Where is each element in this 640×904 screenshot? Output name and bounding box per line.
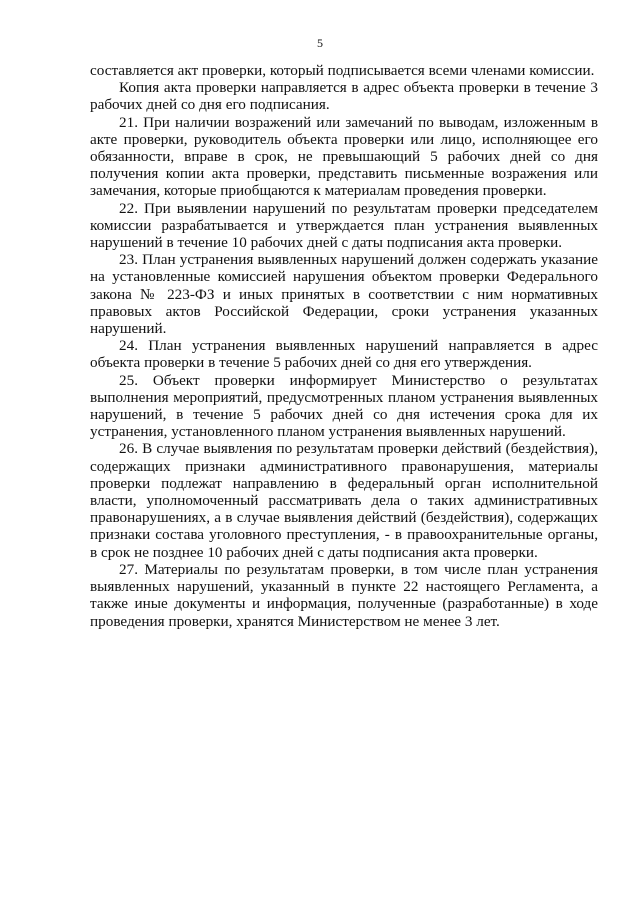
paragraph-continuation: составляется акт проверки, который подписывается всеми членами комиссии. <box>90 62 595 79</box>
document-body <box>90 62 598 630</box>
paragraph-27: 27. Материалы по результатам проверки, в том числе план устранения выявленных нарушений, указанный в пункте 22 настоящего Регламента, а также иные документы и информация, полученные (разработанные) в ходе проведения проверки, хранятся Министерством не менее 3 лет. <box>90 560 598 630</box>
paragraph-22: 22. При выявлении нарушений по результатам проверки председателем комиссии разрабатывается и утверждается план устранения выявленных нарушений в течение 10 рабочих дней с даты подписания акта проверки. <box>90 199 598 252</box>
paragraph-21: 21. При наличии возражений или замечаний по выводам, изложенным в акте проверки, руководитель объекта проверки или лицо, исполняющее его обязанности, вправе в срок, не превышающий 5 рабочих дней со дня получения копии акта проверки, представить письменные возражения или замечания, которые приобщаются к материалам проведения проверки. <box>90 113 598 200</box>
page-number: 5 <box>317 36 323 50</box>
paragraph-23: 23. План устранения выявленных нарушений должен содержать указание на установленные комиссией нарушения объектом проверки Федерального закона № 223-ФЗ и иных принятых в соответствии с ним нормативных правовых актов Российской Федерации, сроки устранения указанных нарушений. <box>90 251 598 338</box>
paragraph-act-copy: Копия акта проверки направляется в адрес объекта проверки в течение 3 рабочих дней со дня его подписания. <box>90 79 598 114</box>
paragraph-24: 24. План устранения выявленных нарушений направляется в адрес объекта проверки в течение 5 рабочих дней со дня его утверждения. <box>90 337 598 372</box>
paragraph-25: 25. Объект проверки информирует Министерство о результатах выполнения мероприятий, предусмотренных планом устранения выявленных нарушений, в течение 5 рабочих дней со дня истечения срока для их устранения, установленного планом устранения выявленных нарушений. <box>90 371 598 441</box>
paragraph-26: 26. В случае выявления по результатам проверки действий (бездействия), содержащих признаки административного правонарушения, материалы проверки подлежат направлению в федеральный орган исполнительной власти, уполномоченный рассматривать дела о таких административных правонарушениях, а в случае выявления действий (бездействия), содержащих признаки состава уголовного преступления, - в правоохранительные органы, в срок не позднее 10 рабочих дней с даты подписания акта проверки. <box>90 440 598 561</box>
